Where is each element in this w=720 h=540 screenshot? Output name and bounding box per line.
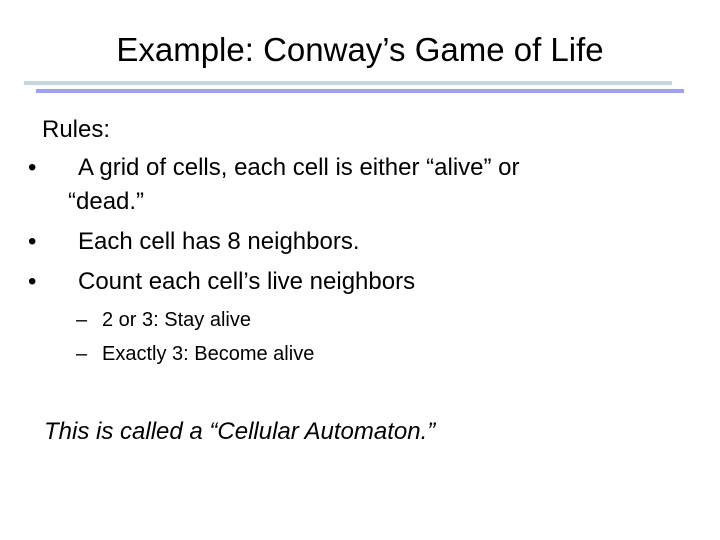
bullet-item <box>28 228 360 256</box>
bullet-text: Count each cell’s live neighbors <box>78 268 416 295</box>
bullet-marker: • <box>28 154 37 181</box>
bullet-item <box>28 154 520 182</box>
closing-note: This is called a “Cellular Automaton.” <box>44 418 436 445</box>
dash-marker: – <box>76 343 88 365</box>
title-underline-blue <box>36 89 684 93</box>
bullet-text: Each cell has 8 neighbors. <box>78 228 360 255</box>
slide-title: Example: Conway’s Game of Life <box>116 31 604 68</box>
rules-heading: Rules: <box>42 116 111 143</box>
sub-bullet-text: 2 or 3: Stay alive <box>102 309 251 331</box>
title-underline-light <box>24 81 672 85</box>
dash-marker: – <box>76 309 88 331</box>
sub-bullet-item <box>76 342 314 366</box>
bullet-text: A grid of cells, each cell is either “alive” or <box>78 154 520 181</box>
bullet-marker: • <box>28 228 37 255</box>
bullet-continuation: “dead.” <box>68 188 145 215</box>
bullet-item <box>28 268 415 296</box>
sub-bullet-item <box>76 308 251 332</box>
sub-bullet-text: Exactly 3: Become alive <box>102 343 315 365</box>
bullet-marker: • <box>28 268 37 295</box>
